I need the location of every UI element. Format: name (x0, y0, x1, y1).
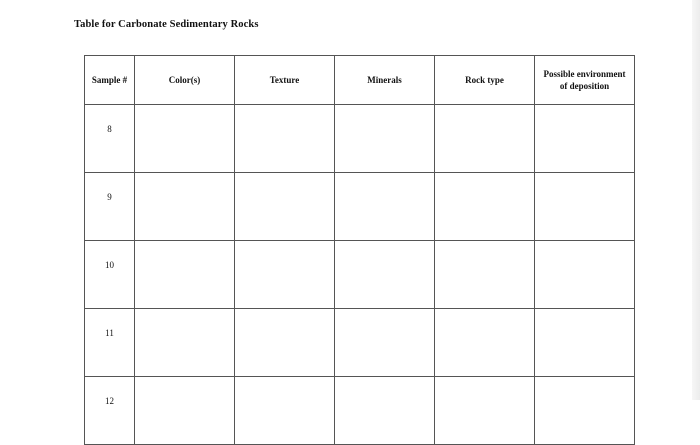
header-colors: Color(s) (135, 56, 235, 105)
table-row (85, 173, 635, 241)
minerals-cell[interactable] (335, 309, 435, 377)
environment-cell[interactable] (535, 377, 635, 445)
header-sample: Sample # (85, 56, 135, 105)
color-cell[interactable] (135, 105, 235, 173)
minerals-cell[interactable] (335, 105, 435, 173)
rock-type-cell[interactable] (435, 105, 535, 173)
color-cell[interactable] (135, 241, 235, 309)
color-cell[interactable] (135, 309, 235, 377)
rock-type-cell[interactable] (435, 241, 535, 309)
minerals-cell[interactable] (335, 241, 435, 309)
sample-number-cell: 10 (85, 241, 135, 309)
table-row (85, 241, 635, 309)
sample-number-cell: 11 (85, 309, 135, 377)
sample-number-cell: 8 (85, 105, 135, 173)
texture-cell[interactable] (235, 173, 335, 241)
texture-cell[interactable] (235, 309, 335, 377)
header-rock-type: Rock type (435, 56, 535, 105)
environment-cell[interactable] (535, 241, 635, 309)
texture-cell[interactable] (235, 241, 335, 309)
rock-type-cell[interactable] (435, 309, 535, 377)
table-row (85, 105, 635, 173)
header-minerals: Minerals (335, 56, 435, 105)
sample-number-cell: 12 (85, 377, 135, 445)
rock-type-cell[interactable] (435, 377, 535, 445)
texture-cell[interactable] (235, 377, 335, 445)
environment-cell[interactable] (535, 309, 635, 377)
carbonate-rocks-table (84, 55, 635, 445)
minerals-cell[interactable] (335, 173, 435, 241)
environment-cell[interactable] (535, 105, 635, 173)
color-cell[interactable] (135, 173, 235, 241)
environment-cell[interactable] (535, 173, 635, 241)
rock-type-cell[interactable] (435, 173, 535, 241)
minerals-cell[interactable] (335, 377, 435, 445)
table-row (85, 377, 635, 445)
header-texture: Texture (235, 56, 335, 105)
table-header-row (85, 56, 635, 105)
document-title: Table for Carbonate Sedimentary Rocks (74, 19, 259, 30)
texture-cell[interactable] (235, 105, 335, 173)
sample-number-cell: 9 (85, 173, 135, 241)
color-cell[interactable] (135, 377, 235, 445)
page-edge-shadow (692, 0, 700, 400)
table-row (85, 309, 635, 377)
header-environment: Possible environment of deposition (535, 56, 635, 105)
